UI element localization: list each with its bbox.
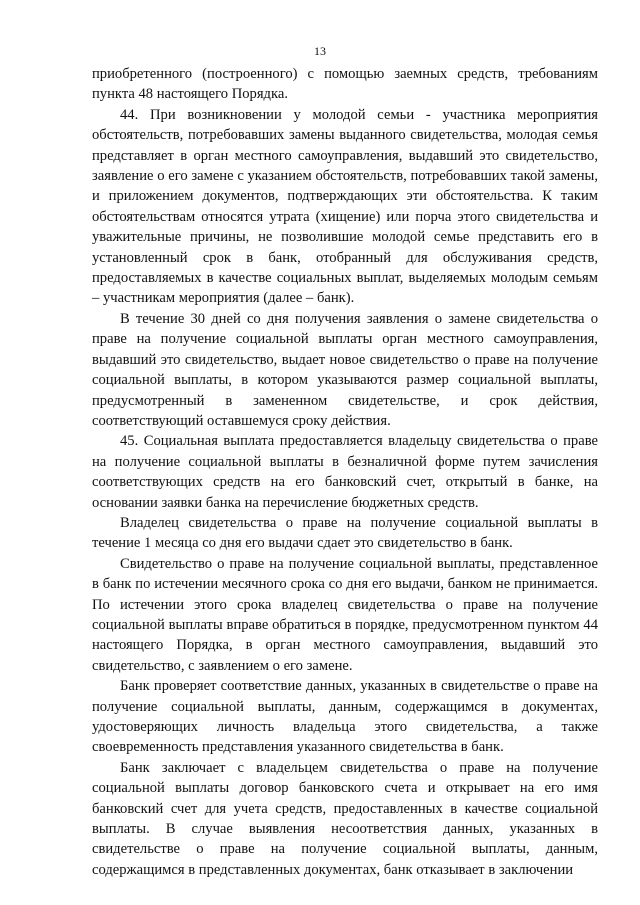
paragraph-bank-verification: Банк проверяет соответствие данных, указанных в свидетельстве о праве на получение социальной выплаты, данным, содержащимся в документах, удостоверяющих личность владельца этого свидетельства, а также своевременность представления указанного свидетельства в банк. xyxy=(92,678,598,756)
paragraph-bank-account: Банк заключает с владельцем свидетельства о праве на получение социальной выплаты договор банковского счета и открывает на его имя банковский счет для учета средств, предоставленных в качестве социальной выплаты. В случае выявления несоответствия данных, указанных в свидетельстве о праве на получение социальной выплаты, данным, содержащимся в представленных документах, банк отказывает в заключении xyxy=(92,759,598,878)
page-number: 13 xyxy=(314,44,326,58)
paragraph-submission-deadline: Владелец свидетельства о праве на получение социальной выплаты в течение 1 месяца со дня его выдачи сдает это свидетельство в банк. xyxy=(92,514,598,552)
paragraph-continuation: приобретенного (построенного) с помощью заемных средств, требованиям пункта 48 настоящего Порядка. xyxy=(92,66,598,103)
paragraph-item-45: 45. Социальная выплата предоставляется владельцу свидетельства о праве на получение социальной выплаты в безналичной форме путем зачисления соответствующих средств на его банковский счет, открытый в банке, на основании заявки банка на перечисление бюджетных средств. xyxy=(92,433,598,511)
paragraph-late-submission: Свидетельство о праве на получение социальной выплаты, представленное в банк по истечении месячного срока со дня его выдачи, банком не принимается. По истечении этого срока владелец свидетельства о праве на получение социальной выплаты вправе обратиться в порядке, предусмотренном пунктом 44 настоящего Порядка, в орган местного самоуправления, выдавший это свидетельство, с заявлением о его замене. xyxy=(92,555,598,674)
paragraph-item-44: 44. При возникновении у молодой семьи - участника мероприятия обстоятельств, потребовавших замены выданного свидетельства, молодая семья представляет в орган местного самоуправления, выдавший это свидетельство, заявление о его замене с указанием обстоятельств, потребовавших такой замены, и приложением документов, подтверждающих эти обстоятельства. К таким обстоятельствам относятся утрата (хищение) или порча этого свидетельства и уважительные причины, не позволившие молодой семье представить его в установленный срок в банк, отобранный для обслуживания средств, предоставляемых в качестве социальных выплат, выделяемых молодым семьям – участникам мероприятия (далее – банк). xyxy=(92,106,598,307)
paragraph-replacement-term: В течение 30 дней со дня получения заявления о замене свидетельства о праве на получение социальной выплаты орган местного самоуправления, выдавший это свидетельство, выдает новое свидетельство о праве на получение социальной выплаты, в котором указываются размер социальной выплаты, предусмотренный в замененном свидетельстве, и срок действия, соответствующий оставшемуся сроку действия. xyxy=(92,310,598,429)
document-body xyxy=(92,64,598,880)
